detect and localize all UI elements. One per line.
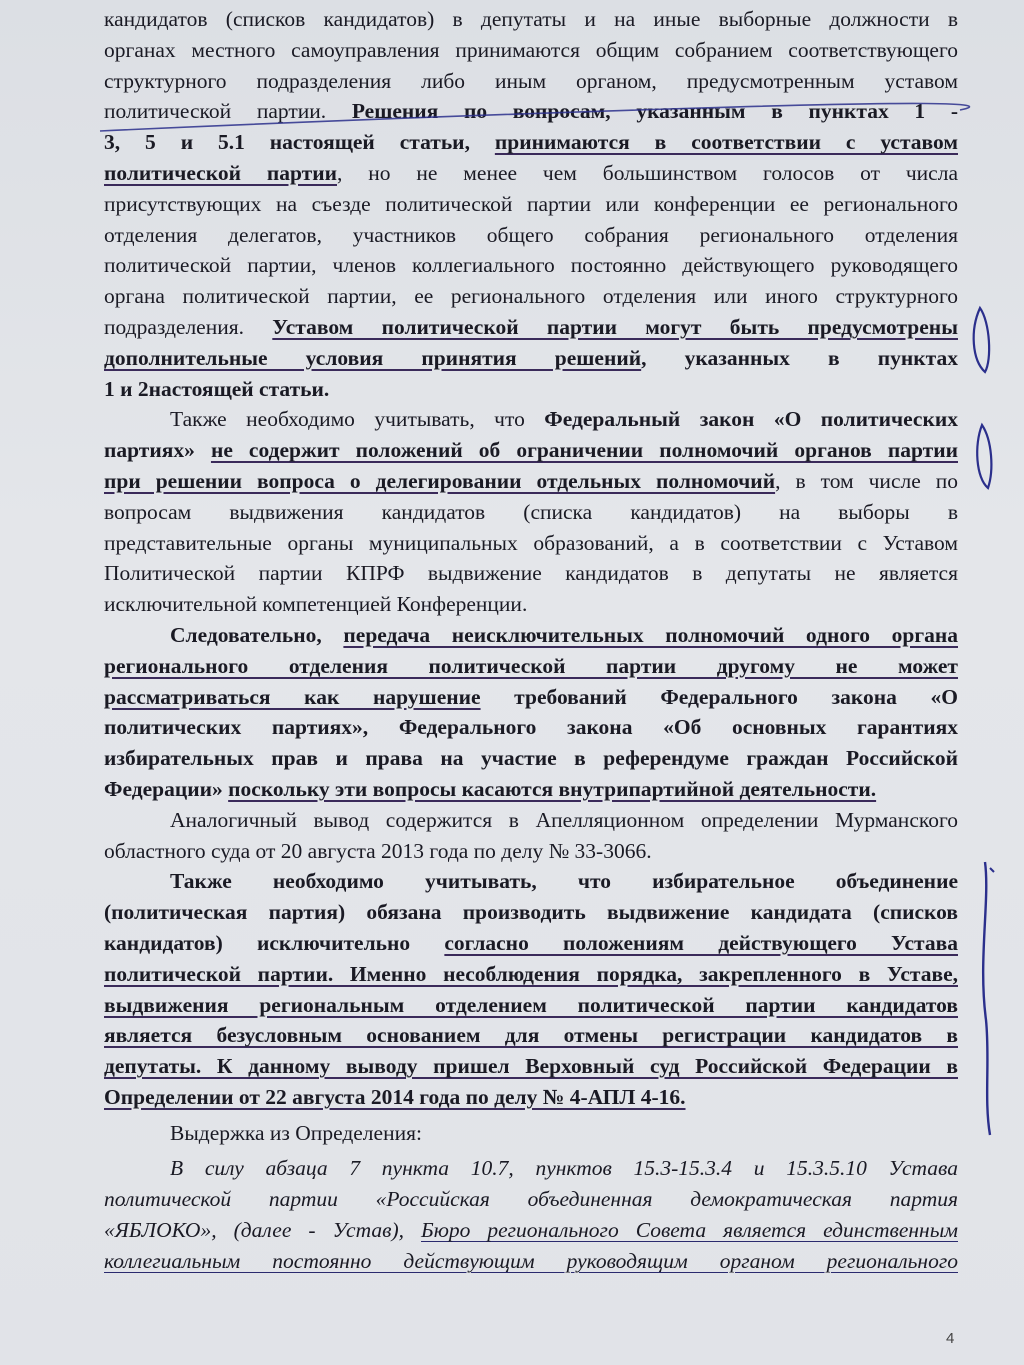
bold-text: , указанных в пунктах <box>641 345 958 370</box>
text-line: структурного подразделения либо иным органом, предусмотренным уставом <box>104 68 958 93</box>
text-line <box>104 774 958 805</box>
pen-underlined-text: коллегиальным постоянно действующим руководящим органом регионального <box>104 1248 958 1273</box>
text-line: политической партии. Решения по вопросам, указанным в пунктах 1 - <box>104 99 958 124</box>
underlined-bold-text: поскольку эти вопросы касаются внутрипартийной деятельности. <box>228 776 877 801</box>
pen-margin-mark <box>977 425 991 488</box>
underlined-bold-text: Определении от 22 августа 2014 года по делу № 4-АПЛ 4-16. <box>104 1084 686 1109</box>
text-line <box>104 712 958 743</box>
text-line: Выдержка из Определения: <box>170 1120 422 1145</box>
bold-text: партиях» <box>104 438 211 463</box>
text-line <box>104 435 958 466</box>
text-line <box>104 959 958 990</box>
text-line <box>104 374 958 405</box>
bold-text: 3, 5 и 5.1 настоящей статьи, <box>104 130 495 155</box>
text-line <box>104 897 958 928</box>
text-line: органах местного самоуправления принимаются общим собранием соответствующего <box>104 37 958 62</box>
text-line: Также необходимо учитывать, что Федеральный закон «О политических <box>170 407 958 432</box>
text-line: Политической партии КПРФ выдвижение кандидатов в депутаты не является <box>104 561 958 586</box>
bold-text: политических партиях», Федерального закона «Об основных гарантиях <box>104 715 958 740</box>
text-line <box>104 1082 958 1113</box>
bold-text: Решения по вопросам, указанным в пунктах 1 - <box>351 99 958 124</box>
page-number: 4 <box>946 1330 955 1347</box>
text-line: областного суда от 20 августа 2013 года по делу № 33-3066. <box>104 838 652 863</box>
pen-margin-mark <box>974 308 989 372</box>
text-line <box>104 990 958 1021</box>
underlined-bold-text: передача неисключительных полномочий одного органа <box>343 622 958 647</box>
underlined-bold-text: политической партии. Именно несоблюдения порядка, закрепленного в Уставе, <box>104 961 958 986</box>
text-column <box>104 4 958 1277</box>
underlined-bold-text: депутаты. К данному выводу пришел Верховный суд Российской Федерации в <box>104 1054 958 1079</box>
text-line: присутствующих на съезде политической партии или конференции ее регионального <box>104 191 958 216</box>
text-line: подразделения. Уставом политической партии могут быть предусмотрены <box>104 314 958 339</box>
underlined-bold-text: не содержит положений об ограничении полномочий органов партии <box>210 438 958 463</box>
underlined-bold-text: согласно положениям действующего Устава <box>444 930 958 955</box>
bold-text: 1 и 2настоящей статьи. <box>104 376 330 401</box>
text-line: представительные органы муниципальных образований, а в соответствии с Уставом <box>104 530 958 555</box>
pen-underlined-text: Бюро регионального Совета является единственным <box>421 1218 958 1243</box>
underlined-bold-text: при решении вопроса о делегировании отдельных полномочий <box>104 468 776 493</box>
text-line: В силу абзаца 7 пункта 10.7, пунктов 15.3-15.3.4 и 15.3.5.10 Устава <box>170 1156 958 1181</box>
bold-text: Федеральный закон «О политических <box>544 407 958 432</box>
text-line: политической партии, но не менее чем большинством голосов от числа <box>104 160 958 185</box>
underlined-bold-text: выдвижения региональным отделением политической партии кандидатов <box>104 992 958 1017</box>
bold-text: кандидатов) исключительно <box>104 930 445 955</box>
text-line: вопросам выдвижения кандидатов (списка кандидатов) на выборы в <box>104 499 958 524</box>
bold-text: избирательных прав и права на участие в референдуме граждан Российской <box>104 746 958 771</box>
pen-margin-bracket <box>990 868 994 872</box>
text-line <box>104 682 958 713</box>
text-line <box>104 343 958 374</box>
text-line <box>104 620 958 651</box>
bold-text: (политическая партия) обязана производить выдвижение кандидата (списков <box>104 900 958 925</box>
text-line <box>104 127 958 158</box>
text-line <box>104 928 958 959</box>
underlined-bold-text: Уставом политической партии могут быть предусмотрены <box>272 314 958 339</box>
text-line <box>104 866 958 897</box>
pen-margin-bracket <box>983 862 990 1135</box>
text-line: отделения делегатов, участников общего собрания регионального отделения <box>104 222 958 247</box>
underlined-bold-text: принимаются в соответствии с уставом <box>494 130 958 155</box>
text-line: политической партии «Российская объединенная демократическая партия <box>104 1187 958 1212</box>
text-line <box>104 743 958 774</box>
underlined-bold-text: является безусловным основанием для отмены регистрации кандидатов в <box>104 1023 958 1048</box>
underlined-bold-text: рассматриваться как нарушение <box>104 684 481 709</box>
underlined-bold-text: регионального отделения политической партии другому не может <box>104 653 958 678</box>
text-line: Аналогичный вывод содержится в Апелляционном определении Мурманского <box>170 807 958 832</box>
text-line: кандидатов (списков кандидатов) в депутаты и на иные выборные должности в <box>104 7 958 31</box>
text-line: органа политической партии, ее регионального отделения или иного структурного <box>104 284 958 309</box>
text-line: при решении вопроса о делегировании отдельных полномочий, в том числе по <box>104 468 958 493</box>
text-line: политической партии, членов коллегиального постоянно действующего руководящего <box>104 253 958 278</box>
bold-text: Также необходимо учитывать, что избирательное объединение <box>170 869 958 894</box>
text-line <box>104 1020 958 1051</box>
bold-text: Следовательно, <box>170 622 344 647</box>
text-line: «ЯБЛОКО», (далее - Устав), Бюро регионального Совета является единственным <box>104 1218 958 1243</box>
text-line <box>104 1051 958 1082</box>
bold-text: требований Федерального закона «О <box>480 684 958 709</box>
text-line <box>104 651 958 682</box>
text-line <box>104 1246 958 1277</box>
bold-text: Федерации» <box>104 776 229 801</box>
underlined-bold-text: политической партии <box>104 160 337 185</box>
underlined-bold-text: дополнительные условия принятия решений <box>104 345 642 370</box>
text-line: исключительной компетенцией Конференции. <box>104 592 528 617</box>
